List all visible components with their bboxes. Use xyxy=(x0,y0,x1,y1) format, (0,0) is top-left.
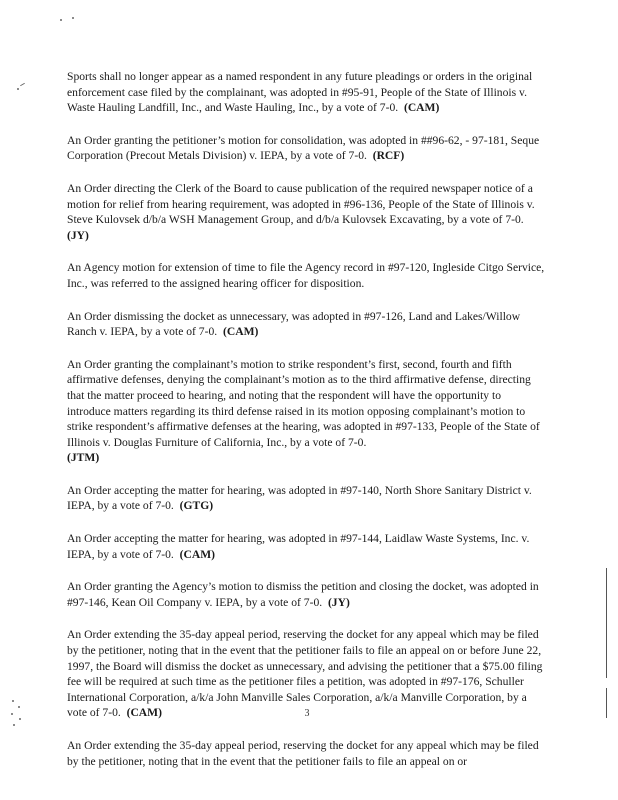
order-paragraph xyxy=(67,483,545,514)
initials-tag: (RCF) xyxy=(372,149,405,163)
order-paragraph xyxy=(67,738,545,769)
scan-speck xyxy=(18,706,20,708)
paragraph-text: An Order extending the 35-day appeal period, reserving the docket for any appeal which may be filed by the petitioner, noting that in the event that the petitioner fails to file an appeal on or xyxy=(67,739,539,768)
paragraph-text: An Order granting the Agency’s motion to dismiss the petition and closing the docket, was adopted in #97-146, Kean Oil Company v. IEPA, by a vote of 7-0. xyxy=(67,580,539,609)
paragraph-text: An Order accepting the matter for hearing, was adopted in #97-140, North Shore Sanitary District v. IEPA, by a vote of 7-0. xyxy=(67,483,532,513)
paragraph-text: An Order directing the Clerk of the Board to cause publication of the required newspaper notice of a motion for relief from hearing requirement, was adopted in #96-136, People of the State of Illinois v. Steve Kulovsek d/b/a WSH Management Group, and d/b/a Kulovsek Excavating, by a vote of 7-0. xyxy=(67,181,535,227)
paragraph-text: An Agency motion for extension of time to file the Agency record in #97-120, Ingleside Citgo Service, Inc., was referred to the assigned hearing officer for disposition. xyxy=(67,261,545,290)
paragraph-text: An Order granting the complainant’s motion to strike respondent’s first, second, fourth and fifth affirmative defenses, denying the complainant’s motion as to the third affirmative defense, directing that the matter proceed to hearing, and noting that the respondent will have the opportunity to introduce matters regarding its third defense raised in its motion opposing complainant’s motion to strike respondent’s affirmative defenses at the hearing, was adopted in #97-133, People of the State of Illinois v. Douglas Furniture of California, Inc., by a vote of 7-0. xyxy=(67,357,540,449)
paragraph-text: An Order extending the 35-day appeal period, reserving the docket for any appeal which may be filed by the petitioner, noting that in the event that the petitioner fails to file an appeal on or before June 22, 1997, the Board will dismiss the docket as unnecessary, and advising the petitioner that a $75.00 filing fee will be required at such time as the petitioner files a petition, was adopted in #97-176, Schuller International Corporation, a/k/a John Manville Sales Corporation, a/k/a Manville Corporation, by a vote of 7-0. xyxy=(67,628,543,720)
scan-speck xyxy=(19,718,21,720)
paragraph-text: An Order granting the petitioner’s motion for consolidation, was adopted in ##96-62, - 97-181, Seque Corporation (Precout Metals Division) v. IEPA, by a vote of 7-0. xyxy=(67,133,540,163)
scan-speck xyxy=(20,83,25,86)
margin-mark xyxy=(606,688,607,718)
paragraph-text: Sports shall no longer appear as a named respondent in any future pleadings or orders in the original enforcement case filed by the complainant, was adopted in #95-91, People of the State of Illinois v. Waste Hauling Landfill, Inc., and Waste Hauling, Inc., by a vote of 7-0. xyxy=(67,70,533,115)
order-paragraph xyxy=(67,181,545,243)
initials-tag: (JY) xyxy=(327,595,350,609)
order-paragraph xyxy=(67,357,545,466)
scan-speck xyxy=(72,17,74,19)
scan-speck xyxy=(13,724,15,726)
scan-speck xyxy=(17,88,19,90)
order-paragraph xyxy=(67,309,545,340)
document-body xyxy=(67,69,545,786)
paragraph-text: An Order dismissing the docket as unnecessary, was adopted in #97-126, Land and Lakes/Willow Ranch v. IEPA, by a vote of 7-0. xyxy=(67,309,521,339)
order-paragraph xyxy=(67,627,545,721)
initials-tag: (JTM) xyxy=(67,451,100,465)
initials-tag: (JY) xyxy=(67,228,89,242)
initials-tag: (CAM) xyxy=(222,325,259,339)
paragraph-text: An Order accepting the matter for hearing, was adopted in #97-144, Laidlaw Waste Systems, Inc. v. IEPA, by a vote of 7-0. xyxy=(67,532,530,561)
order-paragraph xyxy=(67,579,545,610)
order-paragraph xyxy=(67,531,545,562)
page-number: 3 xyxy=(304,708,310,719)
scan-speck xyxy=(12,700,14,702)
order-paragraph xyxy=(67,260,545,291)
initials-tag: (CAM) xyxy=(126,706,162,720)
initials-tag: (GTG) xyxy=(179,499,214,513)
order-paragraph xyxy=(67,133,545,164)
order-paragraph xyxy=(67,69,545,116)
initials-tag: (CAM) xyxy=(179,547,216,561)
scan-speck xyxy=(11,713,13,715)
scan-speck xyxy=(60,19,62,21)
initials-tag: (CAM) xyxy=(403,101,440,115)
margin-mark xyxy=(606,568,607,678)
